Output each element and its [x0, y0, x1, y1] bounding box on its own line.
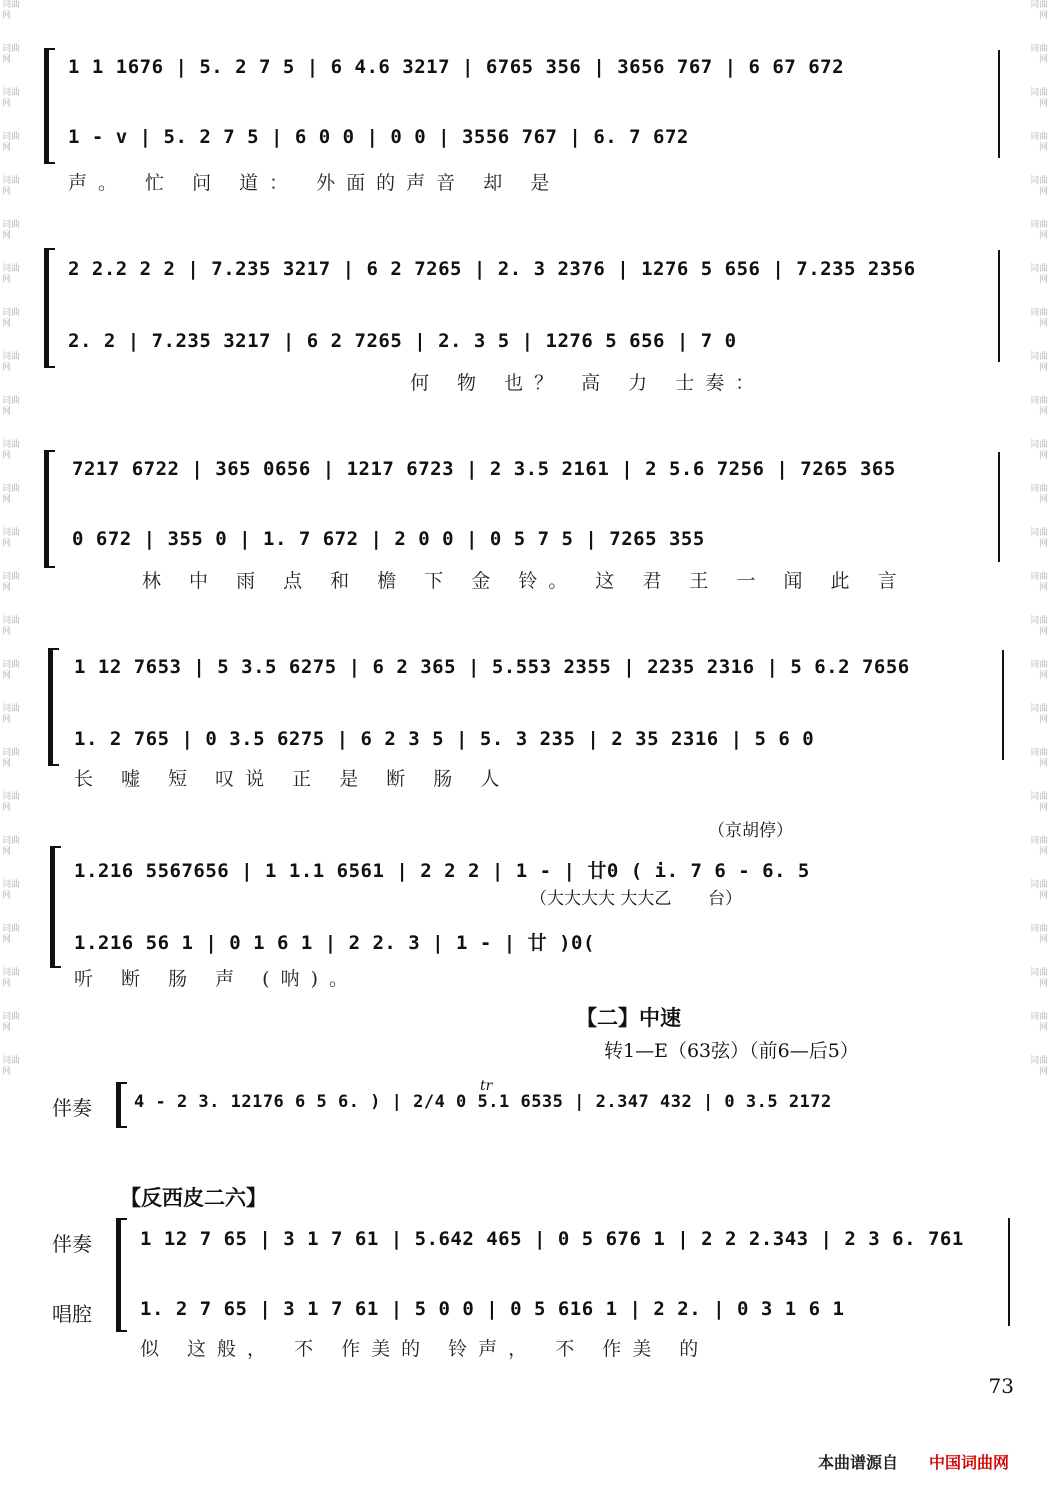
trill-mark: tr: [480, 1078, 493, 1094]
source-label: 本曲谱源自: [818, 1453, 899, 1472]
system-bracket: [44, 48, 55, 164]
jianpu-notation: 1. 2 765 | 0 3.5 6275 | 6 2 3 5 | 5. 3 235 | 2 35 2316 | 5 6 0: [74, 728, 815, 750]
jianpu-notation: 4 - 2 3. 12176 6 5 6. ) | 2/4 0 5.1 6535 | 2.347 432 | 0 3.5 2172: [134, 1092, 832, 1112]
system-bracket: [48, 648, 59, 766]
final-barline: [1008, 1218, 1010, 1326]
instrument-note: （京胡停）: [708, 821, 793, 841]
jianpu-notation: 1 12 7653 | 5 3.5 6275 | 6 2 365 | 5.553 2355 | 2235 2316 | 5 6.2 7656: [74, 656, 910, 678]
system-bracket: [44, 248, 55, 368]
system-bracket: [50, 846, 61, 968]
section-heading: 【反西皮二六】: [120, 1185, 267, 1210]
system-bracket: [116, 1218, 127, 1332]
accompaniment-label: 伴奏: [52, 1232, 92, 1256]
lyrics-line: 听 断 肠 声 (呐)。: [74, 968, 359, 990]
jianpu-notation: 1 1 1676 | 5. 2 7 5 | 6 4.6 3217 | 6765 356 | 3656 767 | 6 67 672: [68, 56, 845, 78]
lyrics-line: 声。 忙 问 道： 外面的声音 却 是: [68, 172, 561, 194]
final-barline: [998, 50, 1000, 158]
left-watermark-strip: 词曲网 词曲网 词曲网 词曲网 词曲网 词曲网 词曲网 词曲网 词曲网 词曲网 词曲网 词曲网 词曲网 词曲网 词曲网 词曲网 词曲网 词曲网 词曲网 词曲网 词曲网 词曲网 词曲网 词曲网 词曲网: [2, 0, 21, 1077]
key-change-note: 转1—E（63弦）（前6—后5）: [604, 1040, 859, 1062]
jianpu-notation: 2 2.2 2 2 | 7.235 3217 | 6 2 7265 | 2. 3 2376 | 1276 5 656 | 7.235 2356: [68, 258, 916, 280]
jianpu-notation: 1.216 56 1 | 0 1 6 1 | 2 2. 3 | 1 - | 廿 )0(: [74, 932, 595, 954]
percussion-syllables: （大大大大 大大乙: [530, 889, 672, 909]
section-heading: 【二】中速: [576, 1005, 681, 1030]
part-label: 伴奏: [52, 1096, 92, 1120]
final-barline: [998, 250, 1000, 362]
page-number: 73: [988, 1374, 1014, 1398]
jianpu-notation: 1 - v | 5. 2 7 5 | 6 0 0 | 0 0 | 3556 767 | 6. 7 672: [68, 126, 689, 148]
final-barline: [1002, 650, 1004, 760]
lyrics-line: 似 这般， 不 作美的 铃声， 不 作美 的: [140, 1338, 710, 1360]
jianpu-notation: 2. 2 | 7.235 3217 | 6 2 7265 | 2. 3 5 | 1276 5 656 | 7 0: [68, 330, 737, 352]
jianpu-notation: 7217 6722 | 365 0656 | 1217 6723 | 2 3.5 2161 | 2 5.6 7256 | 7265 365: [72, 458, 896, 480]
jianpu-notation: 1.216 5567656 | 1 1.1 6561 | 2 2 2 | 1 - | 廿0 ( i. 7 6 - 6. 5: [74, 860, 810, 882]
lyrics-line: 林 中 雨 点 和 檐 下 金 铃。 这 君 王 一 闻 此 言: [142, 570, 908, 592]
right-watermark-strip: 词曲网 词曲网 词曲网 词曲网 词曲网 词曲网 词曲网 词曲网 词曲网 词曲网 词曲网 词曲网 词曲网 词曲网 词曲网 词曲网 词曲网 词曲网 词曲网 词曲网 词曲网 词曲网 词曲网 词曲网 词曲网: [1029, 0, 1048, 1077]
source-site-link[interactable]: 中国词曲网: [929, 1453, 1010, 1472]
final-barline: [998, 452, 1000, 562]
jianpu-notation: 1. 2 7 65 | 3 1 7 61 | 5 0 0 | 0 5 616 1 | 2 2. | 0 3 1 6 1: [140, 1298, 845, 1320]
system-bracket: [44, 450, 55, 568]
percussion-end: 台）: [708, 889, 742, 909]
system-bracket: [116, 1082, 127, 1128]
vocal-label: 唱腔: [52, 1302, 92, 1326]
jianpu-notation: 1 12 7 65 | 3 1 7 61 | 5.642 465 | 0 5 676 1 | 2 2 2.343 | 2 3 6. 761: [140, 1228, 964, 1250]
jianpu-notation: 0 672 | 355 0 | 1. 7 672 | 2 0 0 | 0 5 7 5 | 7265 355: [72, 528, 705, 550]
lyrics-line: 长 嘘 短 叹说 正 是 断 肠 人: [74, 768, 511, 790]
lyrics-line: 何 物 也？ 高 力 士奏：: [410, 372, 766, 394]
